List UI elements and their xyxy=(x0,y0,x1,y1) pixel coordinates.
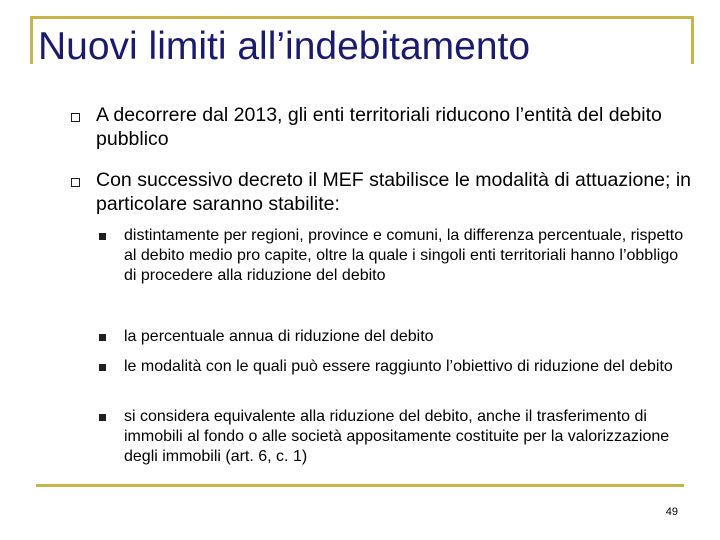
footer-rule xyxy=(36,484,684,487)
hollow-square-bullet-icon xyxy=(71,113,80,122)
slide-title: Nuovi limiti all’indebitamento xyxy=(38,25,531,68)
hollow-square-bullet-icon xyxy=(71,178,80,187)
filled-square-bullet-icon xyxy=(99,233,106,240)
filled-square-bullet-icon xyxy=(99,334,106,341)
sub-bullet-item: le modalità con le quali può essere raggiunto l’obiettivo di riduzione del debito xyxy=(124,358,673,375)
sub-bullet-item: distintamente per regioni, province e comuni, la differenza percentuale, rispetto al debito medio pro capite, oltre la quale i singoli enti territoriali hanno l’obbligo di procedere alla riduzione del debito xyxy=(124,227,684,284)
filled-square-bullet-icon xyxy=(99,414,106,421)
sub-bullet-item: si considera equivalente alla riduzione del debito, anche il trasferimento di immobili al fondo o alle società appositamente costituite per la valorizzazione degli immobili (art. 6, c. 1) xyxy=(124,408,670,465)
bullet-item: A decorrere dal 2013, gli enti territoriali riducono l’entità del debito pubblico xyxy=(96,104,662,150)
bullet-item: Con successivo decreto il MEF stabilisce le modalità di attuazione; in particolare saranno stabilite: xyxy=(96,169,692,215)
page-number: 49 xyxy=(665,506,678,518)
filled-square-bullet-icon xyxy=(99,364,106,371)
sub-bullet-item: la percentuale annua di riduzione del debito xyxy=(124,328,434,345)
